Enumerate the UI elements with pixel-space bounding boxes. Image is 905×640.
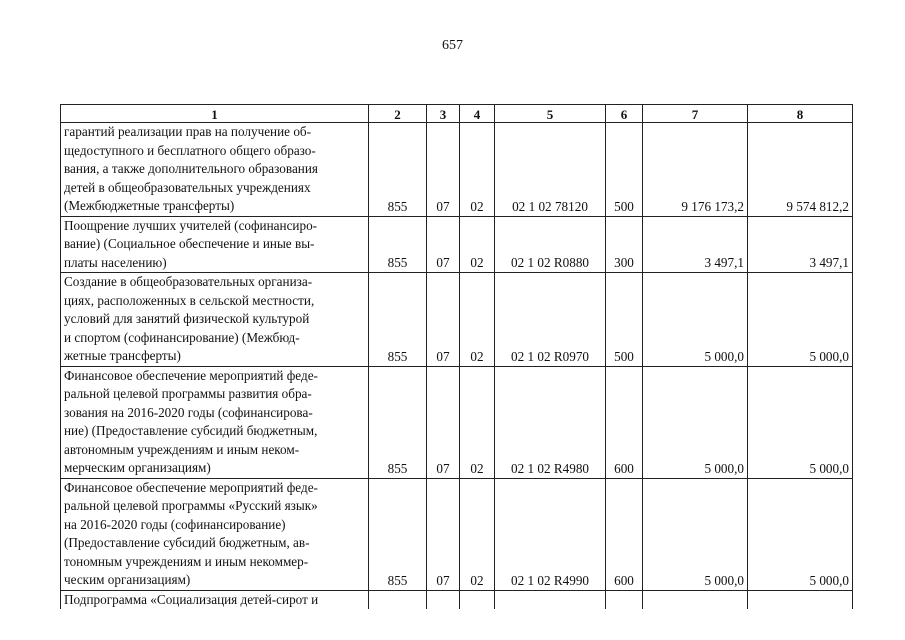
target-article-code: 02 1 02 R4980	[495, 366, 606, 478]
description-line: и спортом (софинансирование) (Межбюд-	[64, 329, 300, 345]
target-article-code	[495, 590, 606, 609]
description-line: на 2016-2020 годы (софинансирование)	[64, 516, 286, 532]
section-code: 07	[427, 366, 460, 478]
row-description	[61, 273, 369, 367]
target-article-code: 02 1 02 R0880	[495, 216, 606, 273]
amount-year-2	[748, 590, 853, 609]
expense-type-code: 600	[606, 478, 643, 590]
header-col-2: 2	[369, 105, 427, 123]
description-line: мерческим организациям)	[64, 460, 211, 475]
description-line: Создание в общеобразовательных организа-	[64, 274, 313, 289]
section-code: 07	[427, 216, 460, 273]
amount-year-1: 3 497,1	[643, 216, 748, 273]
description-line: зования на 2016-2020 годы (софинансирова-	[64, 404, 313, 420]
expense-type-code: 300	[606, 216, 643, 273]
section-code	[427, 590, 460, 609]
table-row	[61, 590, 853, 609]
description-line: детей в общеобразовательных учреждениях	[64, 179, 311, 195]
header-col-5: 5	[495, 105, 606, 123]
row-description	[61, 216, 369, 273]
header-col-6: 6	[606, 105, 643, 123]
ministry-code	[369, 590, 427, 609]
description-line: условий для занятий физической культурой	[64, 311, 310, 326]
target-article-code: 02 1 02 R4990	[495, 478, 606, 590]
header-col-3: 3	[427, 105, 460, 123]
description-line: (Предоставление субсидий бюджетным, ав-	[64, 535, 310, 550]
description-line: ральной целевой программы «Русский язык»	[64, 498, 318, 513]
section-code: 07	[427, 273, 460, 367]
amount-year-1	[643, 590, 748, 609]
description-line: циях, расположенных в сельской местности,	[64, 292, 315, 308]
ministry-code: 855	[369, 478, 427, 590]
header-col-4: 4	[460, 105, 495, 123]
subsection-code: 02	[460, 273, 495, 367]
subsection-code	[460, 590, 495, 609]
description-line: ческим организациям)	[64, 572, 191, 587]
budget-table	[60, 104, 853, 609]
subsection-code: 02	[460, 216, 495, 273]
header-col-1: 1	[61, 105, 369, 123]
amount-year-2: 3 497,1	[748, 216, 853, 273]
expense-type-code: 500	[606, 273, 643, 367]
description-line: вания, а также дополнительного образования	[64, 161, 318, 176]
description-line: Поощрение лучших учителей (софинансиро-	[64, 217, 318, 233]
amount-year-1: 5 000,0	[643, 478, 748, 590]
ministry-code: 855	[369, 123, 427, 217]
amount-year-2: 5 000,0	[748, 366, 853, 478]
amount-year-1: 5 000,0	[643, 273, 748, 367]
description-line: жетные трансферты)	[64, 348, 181, 363]
expense-type-code	[606, 590, 643, 609]
description-line: тономным учреждениям и иным некоммер-	[64, 553, 309, 569]
description-line: щедоступного и бесплатного общего образо-	[64, 142, 316, 158]
description-line: вание) (Социальное обеспечение и иные вы-	[64, 236, 315, 251]
target-article-code: 02 1 02 78120	[495, 123, 606, 217]
amount-year-2: 5 000,0	[748, 478, 853, 590]
ministry-code: 855	[369, 216, 427, 273]
subsection-code: 02	[460, 478, 495, 590]
amount-year-2: 9 574 812,2	[748, 123, 853, 217]
subsection-code: 02	[460, 366, 495, 478]
table-header-row	[61, 105, 853, 123]
ministry-code: 855	[369, 273, 427, 367]
description-line: платы населению)	[64, 254, 167, 270]
table-row	[61, 216, 853, 273]
ministry-code: 855	[369, 366, 427, 478]
description-line: ние) (Предоставление субсидий бюджетным,	[64, 423, 318, 438]
table-row	[61, 123, 853, 217]
row-description	[61, 366, 369, 478]
expense-type-code: 600	[606, 366, 643, 478]
amount-year-2: 5 000,0	[748, 273, 853, 367]
header-col-8: 8	[748, 105, 853, 123]
row-description	[61, 590, 369, 609]
header-col-7: 7	[643, 105, 748, 123]
table-row	[61, 273, 853, 367]
page-number: 657	[442, 38, 463, 53]
section-code: 07	[427, 123, 460, 217]
description-line: гарантий реализации прав на получение об-	[64, 124, 312, 139]
expense-type-code: 500	[606, 123, 643, 217]
description-line: Подпрограмма «Социализация детей-сирот и	[64, 591, 319, 607]
section-code: 07	[427, 478, 460, 590]
description-line: Финансовое обеспечение мероприятий феде-	[64, 367, 318, 383]
target-article-code: 02 1 02 R0970	[495, 273, 606, 367]
subsection-code: 02	[460, 123, 495, 217]
table-row	[61, 478, 853, 590]
description-line: (Межбюджетные трансферты)	[64, 198, 235, 213]
table-row	[61, 366, 853, 478]
amount-year-1: 5 000,0	[643, 366, 748, 478]
row-description	[61, 478, 369, 590]
description-line: Финансовое обеспечение мероприятий феде-	[64, 479, 318, 495]
description-line: ральной целевой программы развития обра-	[64, 386, 312, 401]
amount-year-1: 9 176 173,2	[643, 123, 748, 217]
row-description	[61, 123, 369, 217]
description-line: автономным учреждениям и иным неком-	[64, 441, 300, 457]
